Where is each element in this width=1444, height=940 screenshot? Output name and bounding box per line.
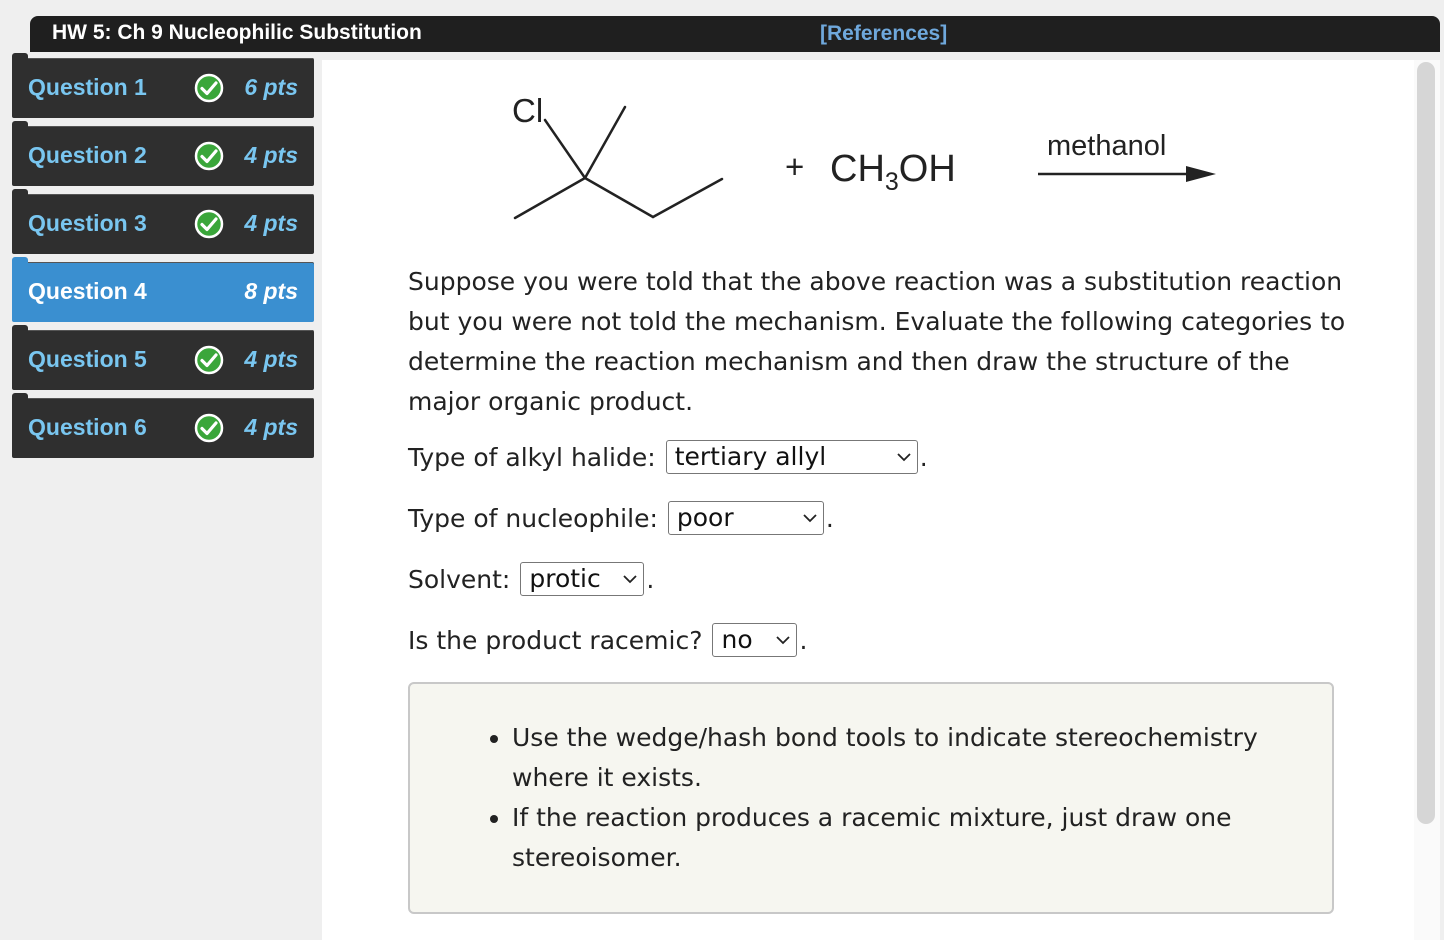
alkyl-halide-select[interactable] xyxy=(666,440,918,474)
question-prompt: Suppose you were told that the above reaction was a substitution reaction but you were not told the mechanism. Evaluate the following categories to determine the reaction mechanism and then draw the structure of the major organic product. xyxy=(408,267,1346,416)
question-points: 4 pts xyxy=(244,346,298,372)
chevron-down-icon xyxy=(623,573,637,585)
solvent-label: Solvent: xyxy=(408,564,511,594)
question-points: 4 pts xyxy=(244,414,298,440)
nucleophile-select[interactable] xyxy=(668,501,824,535)
racemic-value: no xyxy=(721,625,753,654)
references-link[interactable]: [References] xyxy=(820,22,948,45)
check-circle-icon xyxy=(194,73,224,103)
instruction-item: • If the reaction produces a racemic mixture, just draw one stereoisomer. xyxy=(512,798,1332,878)
question-points: 4 pts xyxy=(244,210,298,236)
period: . xyxy=(825,503,834,533)
instructions-box xyxy=(408,682,1334,914)
chevron-down-icon xyxy=(803,512,817,524)
check-circle-icon xyxy=(194,413,224,443)
chevron-down-icon xyxy=(776,634,790,646)
alkyl-halide-value: tertiary allyl xyxy=(674,442,827,471)
question-points: 8 pts xyxy=(244,278,298,304)
question-label: Question 6 xyxy=(28,414,147,440)
assignment-title: HW 5: Ch 9 Nucleophilic Substitution xyxy=(52,21,422,44)
alkyl-halide-label: Type of alkyl halide: xyxy=(408,442,656,472)
check-circle-icon xyxy=(194,209,224,239)
question-tab-6[interactable] xyxy=(12,398,314,458)
check-circle-icon xyxy=(194,345,224,375)
period: . xyxy=(799,625,808,655)
period: . xyxy=(646,564,655,594)
skeletal-structure xyxy=(515,107,722,218)
solvent-select[interactable] xyxy=(520,562,644,596)
reaction-scheme xyxy=(480,82,1240,232)
chevron-down-icon xyxy=(897,451,911,463)
reaction-arrow xyxy=(1038,166,1216,182)
question-label: Question 5 xyxy=(28,346,147,372)
question-tab-3[interactable] xyxy=(12,194,314,254)
assignment-header xyxy=(30,16,1440,52)
nucleophile-row xyxy=(408,501,834,535)
reagent-formula: $CH_3OH$ xyxy=(830,148,956,196)
question-tab-1[interactable] xyxy=(12,58,314,118)
alkyl-halide-row xyxy=(408,440,928,474)
question-points: 4 pts xyxy=(244,142,298,168)
reaction-condition: methanol xyxy=(1047,130,1167,162)
question-label: Question 2 xyxy=(28,142,147,168)
question-tab-5[interactable] xyxy=(12,330,314,390)
question-points: 6 pts xyxy=(244,74,298,100)
question-label: Question 3 xyxy=(28,210,147,236)
nucleophile-label: Type of nucleophile: xyxy=(408,503,658,533)
question-tab-2[interactable] xyxy=(12,126,314,186)
instructions-list xyxy=(482,718,1332,878)
plus-sign: + xyxy=(785,148,805,185)
vertical-scrollbar[interactable] xyxy=(1414,60,1440,940)
solvent-value: protic xyxy=(529,564,601,593)
racemic-select[interactable] xyxy=(712,623,797,657)
chlorine-label: Cl xyxy=(512,92,544,129)
period: . xyxy=(919,442,928,472)
racemic-label: Is the product racemic? xyxy=(408,625,703,655)
question-label: Question 1 xyxy=(28,74,147,100)
scrollbar-thumb[interactable] xyxy=(1417,62,1435,824)
racemic-row xyxy=(408,623,807,657)
question-label: Question 4 xyxy=(28,278,147,304)
check-circle-icon xyxy=(194,141,224,171)
nucleophile-value: poor xyxy=(676,503,734,532)
instruction-item: • Use the wedge/hash bond tools to indicate stereochemistry where it exists. xyxy=(512,718,1332,798)
solvent-row xyxy=(408,562,654,596)
question-tab-4[interactable] xyxy=(12,262,314,322)
